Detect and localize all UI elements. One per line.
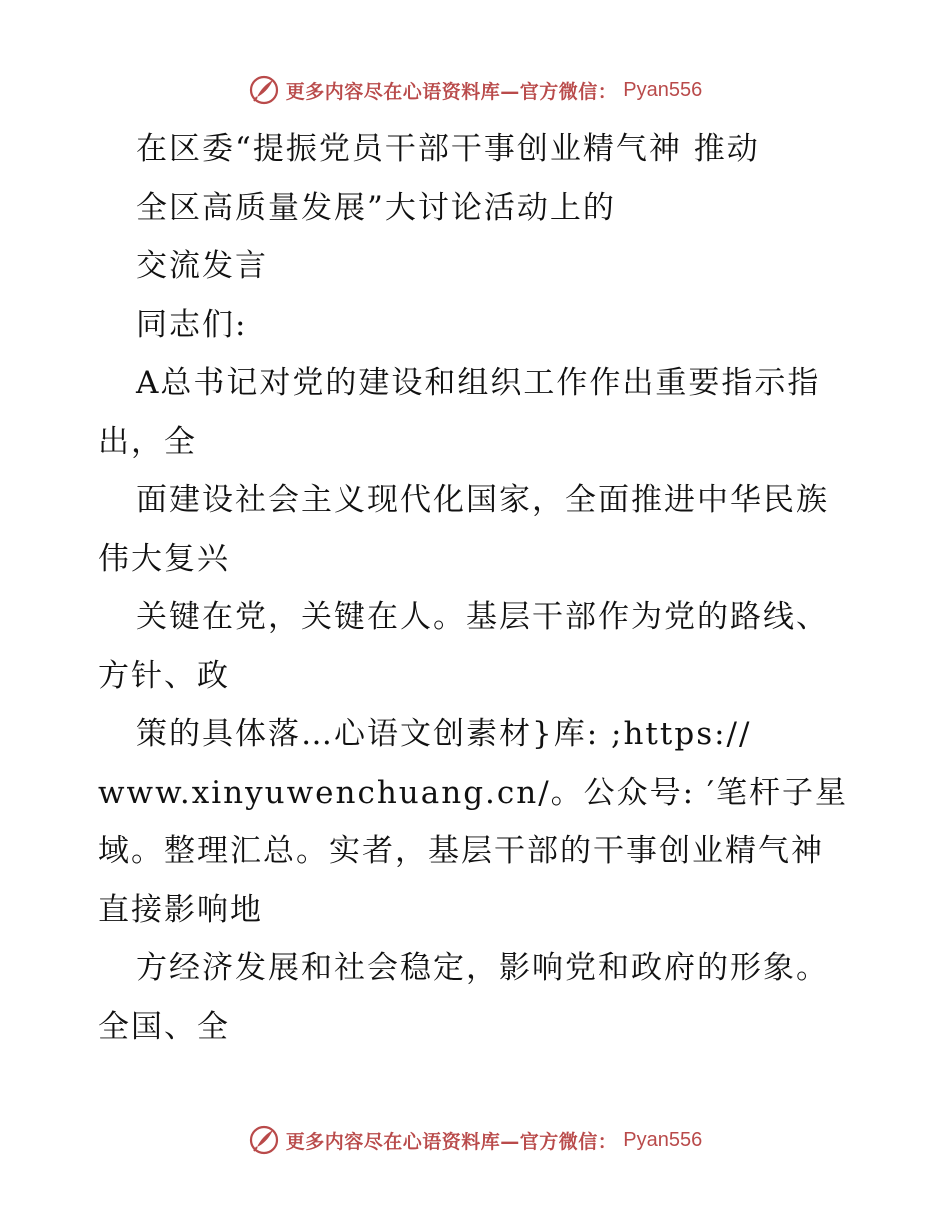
body-line: 出，全: [98, 423, 197, 460]
body-line: A总书记对党的建设和组织工作作出重要指示指: [136, 365, 821, 401]
body-line: 策的具体落…心语文创素材}库: ;https://: [136, 716, 752, 752]
body-line: 关键在党，关键在人。基层干部作为党的路线、: [136, 599, 829, 635]
header-watermark-banner: [0, 70, 950, 110]
document-body: [98, 120, 858, 1056]
body-line: 伟大复兴: [98, 540, 230, 577]
banner-wechat-handle: Pyan556: [623, 78, 703, 101]
feather-pen-logo-icon: [248, 74, 280, 106]
body-line: 域。整理汇总。实者，基层干部的干事创业精气神: [98, 833, 824, 869]
title-line-3: 交流发言: [136, 248, 268, 284]
feather-pen-logo-icon: [248, 1124, 280, 1156]
body-line: 面建设社会主义现代化国家，全面推进中华民族: [136, 482, 829, 518]
body-line: 全国、全: [98, 1008, 230, 1045]
banner-text: 更多内容尽在心语资料库—官方微信：: [285, 80, 618, 103]
body-line: 方经济发展和社会稳定，影响党和政府的形象。: [136, 950, 829, 986]
body-line: 方针、政: [98, 657, 230, 694]
salutation: 同志们:: [136, 306, 248, 343]
footer-watermark-banner: [0, 1120, 950, 1160]
body-line: www.xinyuwenchuang.cn/。公众号: ′笔杆子星: [98, 774, 849, 811]
body-line: 直接影响地: [98, 891, 263, 928]
banner-wechat-handle: Pyan556: [623, 1128, 703, 1151]
banner-text: 更多内容尽在心语资料库—官方微信：: [285, 1130, 618, 1153]
title-line-2: 全区高质量发展”大讨论活动上的: [136, 189, 616, 226]
title-line-1: 在区委“提振党员干部干事创业精气神 推动: [136, 131, 760, 167]
